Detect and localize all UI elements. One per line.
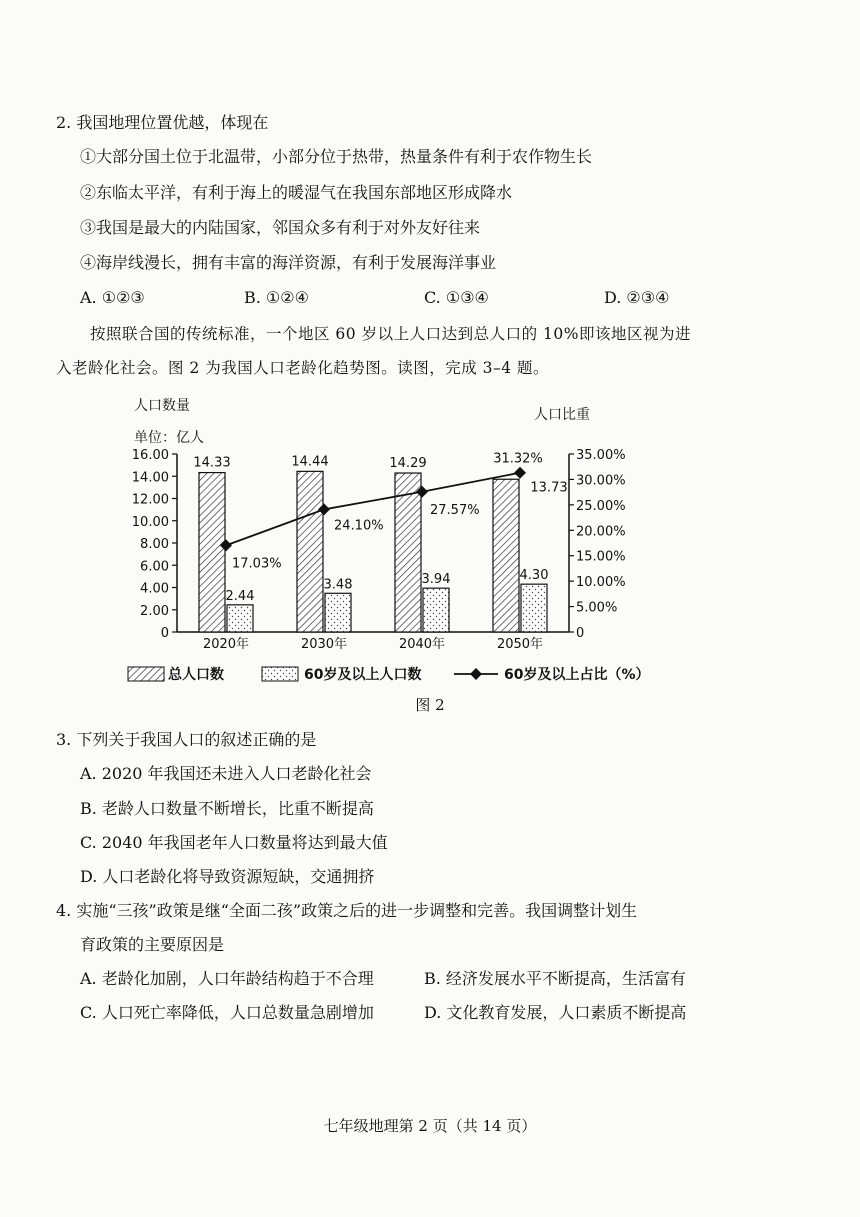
bar-elderly-population <box>423 588 449 632</box>
left-tick-label: 8.00 <box>140 537 169 552</box>
q2-item-4: ④海岸线漫长，拥有丰富的海洋资源，有利于发展海洋事业 <box>80 253 497 272</box>
q2-option-c: C. ①③④ <box>424 288 489 307</box>
right-tick-label: 10.00% <box>576 575 626 591</box>
intro-line-2: 入老龄化社会。图 2 为我国人口老龄化趋势图。读图，完成 3–4 题。 <box>56 359 550 377</box>
figure-caption: 图 2 <box>415 696 445 714</box>
right-tick-label: 30.00% <box>576 473 626 489</box>
bar-total-population <box>395 473 421 632</box>
left-tick-label: 16.00 <box>131 448 169 463</box>
q4-option-a: A. 老龄化加剧，人口年龄结构趋于不合理 <box>80 969 374 988</box>
x-tick-label: 2050年 <box>496 637 544 652</box>
bar-elderly-label: 4.30 <box>519 568 549 584</box>
q3-option-c: C. 2040 年我国老年人口数量将达到最大值 <box>80 833 388 852</box>
bar-total-label: 13.73 <box>530 480 568 496</box>
q3-option-d: D. 人口老龄化将导致资源短缺，交通拥挤 <box>80 867 375 886</box>
population-aging-chart <box>120 390 680 720</box>
right-tick-label: 35.00% <box>576 448 626 463</box>
elderly-share-label: 31.32% <box>493 451 543 467</box>
x-tick-label: 2030年 <box>300 637 348 652</box>
intro-line-1: 按照联合国的传统标准，一个地区 60 岁以上人口达到总人口的 10%即该地区视为进 <box>90 325 691 343</box>
bar-elderly-population <box>227 605 253 632</box>
left-axis-title: 人口数量 <box>134 398 190 414</box>
legend-swatch-elderly <box>262 667 298 681</box>
right-tick-label: 15.00% <box>576 549 626 565</box>
bar-total-population <box>199 473 225 632</box>
q4-option-b: B. 经济发展水平不断提高，生活富有 <box>424 969 686 988</box>
q3-option-b: B. 老龄人口数量不断增长，比重不断提高 <box>80 799 374 818</box>
left-tick-label: 0 <box>160 626 169 641</box>
bar-total-population <box>297 471 323 632</box>
q2-item-2: ②东临太平洋，有利于海上的暖湿气在我国东部地区形成降水 <box>80 183 513 202</box>
legend-swatch-marker <box>470 668 482 680</box>
q4-stem-line-1: 4. 实施“三孩”政策是继“全面二孩”政策之后的进一步调整和完善。我国调整计划生 <box>56 901 638 920</box>
elderly-share-label: 24.10% <box>334 518 384 534</box>
x-tick-label: 2040年 <box>398 637 446 652</box>
left-axis-unit: 单位：亿人 <box>134 430 204 446</box>
q2-item-3: ③我国是最大的内陆国家，邻国众多有利于对外友好往来 <box>80 218 481 237</box>
right-tick-label: 5.00% <box>576 600 618 616</box>
q2-stem: 2. 我国地理位置优越，体现在 <box>56 113 269 132</box>
legend-label-elderly: 60岁及以上人口数 <box>304 667 422 683</box>
bar-elderly-label: 2.44 <box>225 588 255 604</box>
right-tick-label: 25.00% <box>576 498 626 514</box>
right-tick-label: 20.00% <box>576 524 626 540</box>
legend-swatch-total <box>128 667 164 681</box>
bar-elderly-label: 3.48 <box>323 577 353 593</box>
q2-option-b: B. ①②④ <box>244 288 309 307</box>
q2-item-1: ①大部分国土位于北温带，小部分位于热带，热量条件有利于农作物生长 <box>80 147 593 166</box>
bar-elderly-label: 3.94 <box>421 572 451 588</box>
q4-option-d: D. 文化教育发展，人口素质不断提高 <box>424 1003 687 1022</box>
q3-option-a: A. 2020 年我国还未进入人口老龄化社会 <box>80 764 372 783</box>
bar-total-label: 14.29 <box>389 456 427 472</box>
q4-stem-line-2: 育政策的主要原因是 <box>80 935 225 954</box>
left-tick-label: 14.00 <box>131 470 169 486</box>
left-tick-label: 12.00 <box>131 492 169 508</box>
q3-stem: 3. 下列关于我国人口的叙述正确的是 <box>56 730 317 749</box>
elderly-share-label: 17.03% <box>232 556 282 572</box>
bar-total-label: 14.44 <box>291 454 329 470</box>
left-tick-label: 10.00 <box>131 514 169 530</box>
right-axis-title: 人口比重 <box>534 407 590 423</box>
page-footer: 七年级地理第 2 页（共 14 页） <box>323 1117 537 1135</box>
elderly-share-label: 27.57% <box>430 502 480 518</box>
bar-elderly-population <box>521 584 547 632</box>
x-tick-label: 2020年 <box>202 637 250 652</box>
bar-total-label: 14.33 <box>193 455 231 471</box>
left-tick-label: 6.00 <box>140 559 169 575</box>
legend-label-share: 60岁及以上占比（%） <box>504 667 650 683</box>
q2-option-a: A. ①②③ <box>80 288 145 307</box>
right-tick-label: 0 <box>576 626 585 641</box>
q2-option-d: D. ②③④ <box>604 288 670 307</box>
elderly-share-marker <box>514 467 526 479</box>
legend-label-total: 总人口数 <box>168 667 224 683</box>
bar-elderly-population <box>325 593 351 632</box>
left-tick-label: 4.00 <box>140 581 169 597</box>
q4-option-c: C. 人口死亡率降低，人口总数量急剧增加 <box>80 1003 374 1022</box>
bar-total-population <box>493 479 519 632</box>
left-tick-label: 2.00 <box>140 603 169 619</box>
